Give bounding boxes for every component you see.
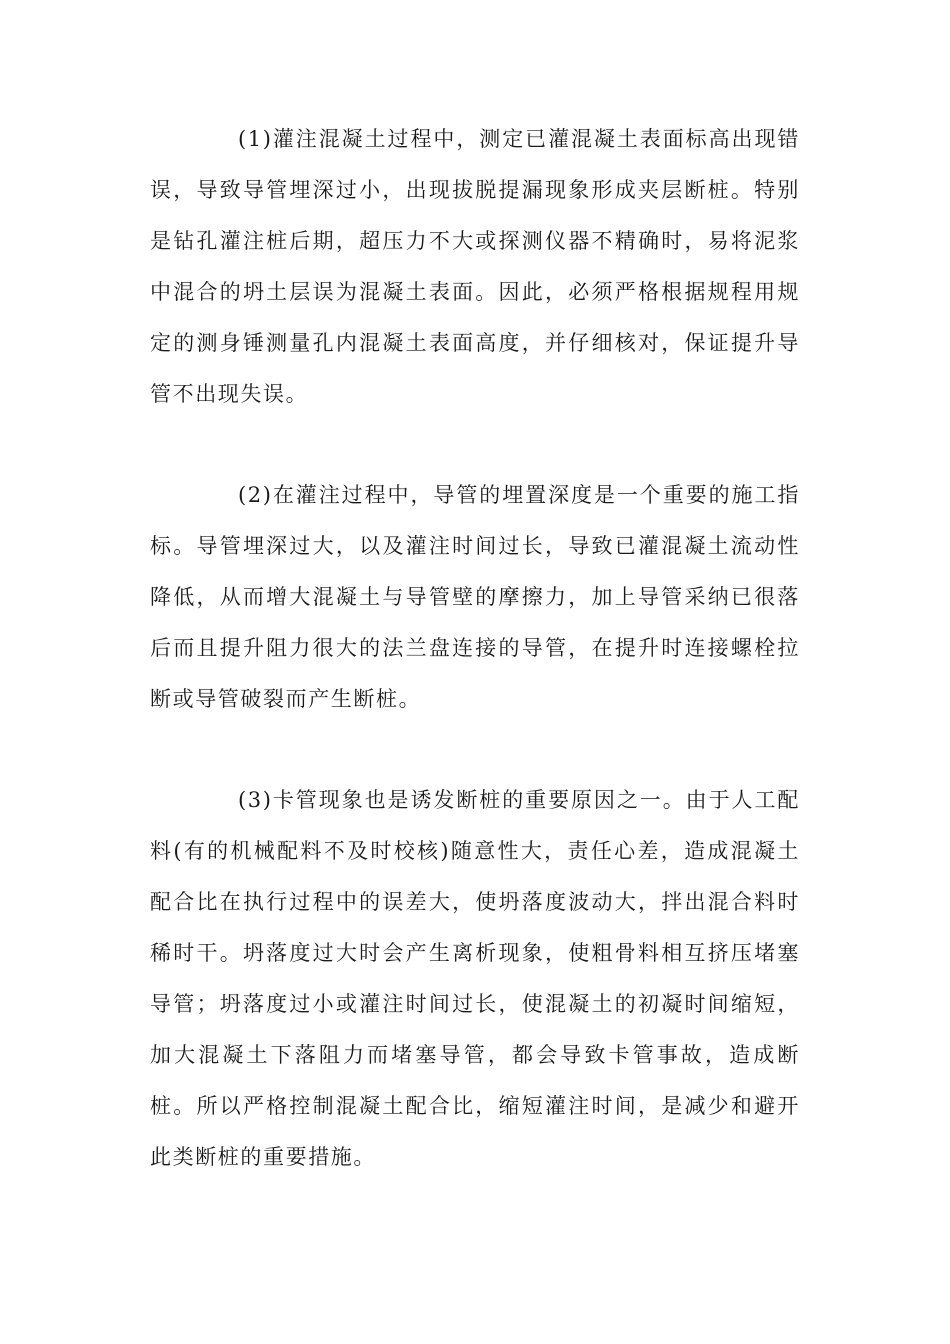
- paragraph-3: (3)卡管现象也是诱发断桩的重要原因之一。由于人工配料(有的机械配料不及时校核)随意性大，责任心差，造成混凝土配合比在执行过程中的误差大，使坍落度波动大，拌出混合料时稀时干。坍落度过大时会产生离析现象，使粗骨料相互挤压堵塞导管；坍落度过小或灌注时间过长，使混凝土的初凝时间缩短，加大混凝土下落阻力而堵塞导管，都会导致卡管事故，造成断桩。所以严格控制混凝土配合比，缩短灌注时间，是减少和避开此类断桩的重要措施。: [150, 788, 800, 1169]
- paragraph-1: (1)灌注混凝土过程中，测定已灌混凝土表面标高出现错误，导致导管埋深过小，出现拔脱提漏现象形成夹层断桩。特别是钻孔灌注桩后期，超压力不大或探测仪器不精确时，易将泥浆中混合的坍土层误为混凝土表面。因此，必须严格根据规程用规定的测身锤测量孔内混凝土表面高度，并仔细核对，保证提升导管不出现失误。: [150, 127, 800, 406]
- paragraph-2: (2)在灌注过程中，导管的埋置深度是一个重要的施工指标。导管埋深过大，以及灌注时间过长，导致已灌混凝土流动性降低，从而增大混凝土与导管壁的摩擦力，加上导管采纳已很落后而且提升阻力很大的法兰盘连接的导管，在提升时连接螺栓拉断或导管破裂而产生断桩。: [150, 483, 800, 711]
